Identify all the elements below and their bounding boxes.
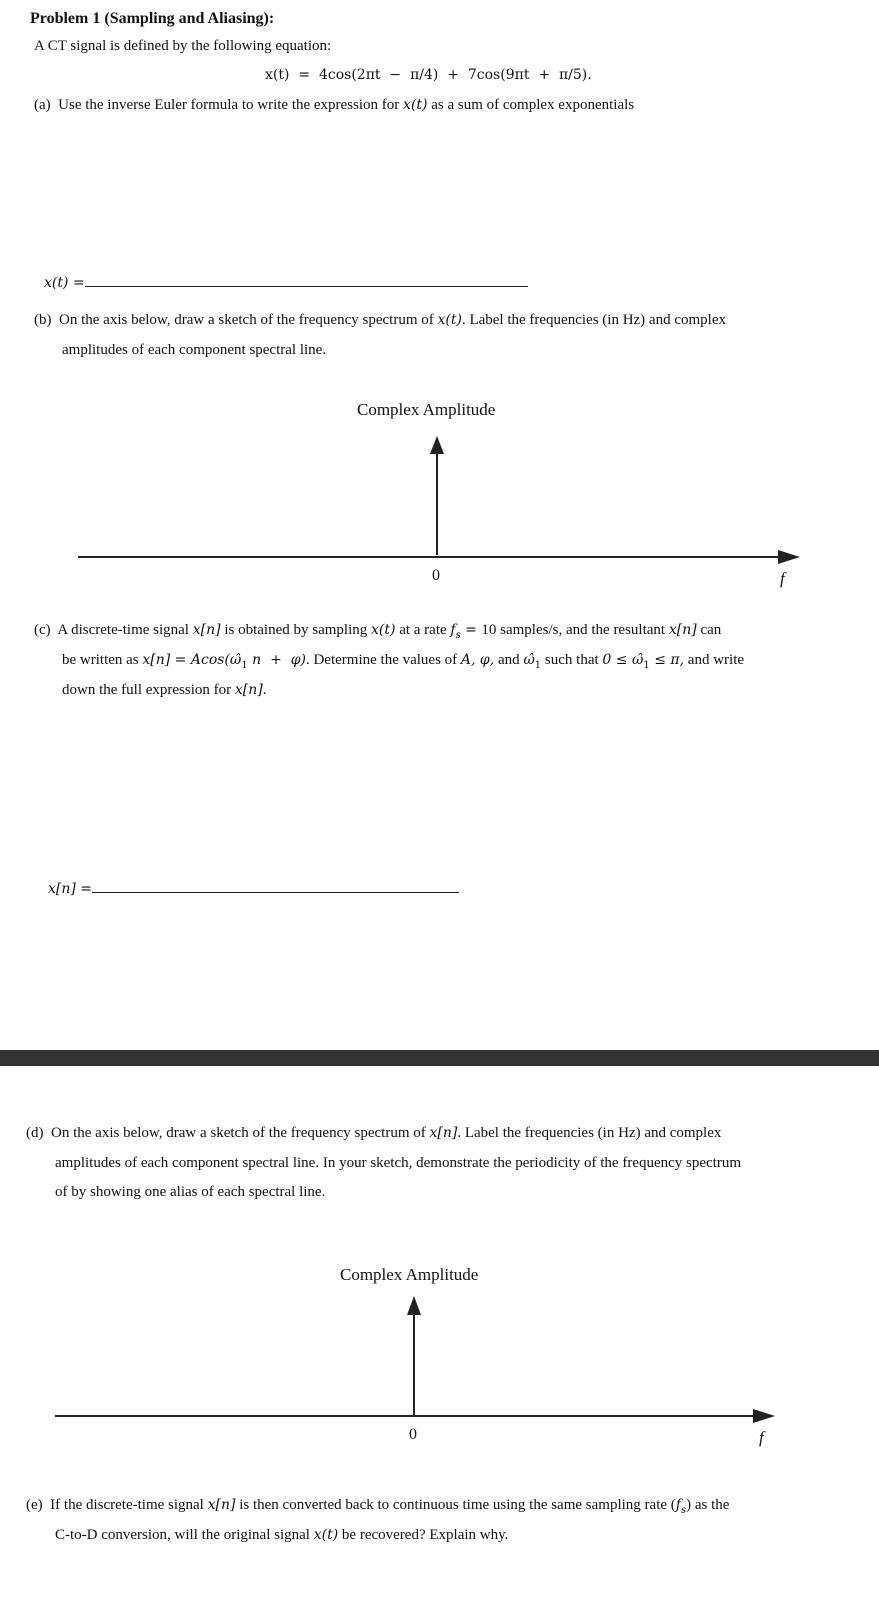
part-c-l1-t4: 10 samples/s, and the resultant [481, 622, 669, 638]
part-c-l1-m3: f [450, 622, 456, 638]
part-e-l2-t2: be recovered? Explain why. [338, 1527, 509, 1543]
spectrum-d-axis-title: Complex Amplitude [340, 1265, 479, 1284]
spectrum-d-origin-label: 0 [409, 1426, 417, 1443]
signal-equation: x(t) = 4cos(2πt − π/4) + 7cos(9πt + π/5). [265, 67, 592, 83]
part-a-answer-label: x(t) = [44, 275, 85, 291]
part-c-l1-t3: at a rate [395, 622, 451, 638]
part-e-prefix: (e) [26, 1497, 43, 1513]
part-e-l1-m2: f [675, 1497, 681, 1513]
spectrum-d-f-label: f [759, 1428, 764, 1447]
part-e-l2-m1: x(t) [313, 1527, 339, 1543]
part-d-prefix: (d) [26, 1125, 44, 1141]
part-c-l1-t5: can [696, 622, 722, 638]
part-c-l1-m4: = [460, 622, 482, 638]
problem-intro: A CT signal is defined by the following equation: [34, 38, 332, 54]
part-b-text-1: On the axis below, draw a sketch of the frequency spectrum of [59, 312, 438, 328]
part-c-l2-t2: . Determine the values of [305, 652, 461, 668]
part-c-l3-t2: . [262, 682, 267, 698]
part-a-prefix: (a) [34, 97, 51, 113]
spectrum-b-f-label: f [780, 569, 785, 588]
part-c-l2-m1: x[n] = [142, 652, 191, 668]
part-c-l2-t4: such that [541, 652, 603, 668]
part-e-question-line2 [55, 1527, 508, 1544]
part-b-math: x(t) [437, 312, 462, 328]
part-e-l2-t1: C-to-D conversion, will the original signal [55, 1527, 314, 1543]
part-c-l3-m1: x[n] [234, 682, 263, 698]
part-e-l1-t2: is then converted back to continuous time using the same sampling rate ( [235, 1497, 676, 1513]
part-c-l2-t3: and [494, 652, 524, 668]
part-d-l1-m1: x[n] [429, 1125, 458, 1141]
part-c-l2-m7: 0 ≤ ω̂ [602, 652, 644, 668]
part-c-l2-m3: cos(ω̂ [200, 652, 242, 668]
part-a-text-1: Use the inverse Euler formula to write the expression for [58, 97, 404, 113]
part-c-l2-sub2: 1 [534, 660, 542, 671]
part-c-l2-sub1: 1 [241, 660, 248, 671]
part-c-l2-m2: A [190, 652, 201, 668]
part-d-question-line3: of by showing one alias of each spectral line. [55, 1184, 326, 1200]
part-c-l1-m1: x[n] [192, 622, 221, 638]
part-c-l1-m2: x(t) [370, 622, 396, 638]
part-b-question-line2: amplitudes of each component spectral line. [62, 342, 327, 358]
part-e-l1-t3: ) as the [686, 1497, 730, 1513]
part-c-l2-m6: ω̂ [523, 652, 535, 668]
part-a-math-1: x(t) [403, 97, 428, 113]
part-c-l1-t2: is obtained by sampling [220, 622, 371, 638]
part-c-l2-m8: ≤ π, [649, 652, 685, 668]
part-c-l2-m4: n + φ) [247, 652, 306, 668]
part-c-l1-sub: s [455, 630, 461, 641]
part-c-l2-m5: A, φ, [460, 652, 495, 668]
part-c-prefix: (c) [34, 622, 51, 638]
part-c-answer-label: x[n] = [48, 881, 93, 897]
part-c-l2-t5: and write [684, 652, 745, 668]
part-c-l2-t1: be written as [62, 652, 143, 668]
part-e-l1-sub: s [680, 1505, 687, 1516]
spectrum-b-axis-title: Complex Amplitude [357, 400, 496, 419]
part-d-l1-t2: . Label the frequencies (in Hz) and complex [457, 1125, 722, 1141]
part-e-question-line1 [26, 1497, 729, 1516]
part-b-prefix: (b) [34, 312, 52, 328]
part-e-l1-m1: x[n] [207, 1497, 236, 1513]
part-e-l1-t1: If the discrete-time signal [50, 1497, 208, 1513]
part-a-text-2: as a sum of complex exponentials [427, 97, 635, 113]
part-c-l1-t1: A discrete-time signal [57, 622, 193, 638]
part-c-l1-m5: x[n] [668, 622, 697, 638]
spectrum-d-horizontal-arrowhead [753, 1409, 775, 1423]
problem-title: Problem 1 (Sampling and Aliasing): [30, 10, 275, 27]
part-b-text-2: . Label the frequencies (in Hz) and complex [461, 312, 726, 328]
part-c-l3-t1: down the full expression for [62, 682, 235, 698]
spectrum-d-vertical-arrowhead [407, 1296, 421, 1315]
part-d-question-line2: amplitudes of each component spectral line. In your sketch, demonstrate the periodicity of the frequency spectrum [55, 1155, 742, 1171]
part-c-l2-sub3: 1 [643, 660, 650, 671]
part-d-l1-t1: On the axis below, draw a sketch of the frequency spectrum of [51, 1125, 430, 1141]
spectrum-b-origin-label: 0 [432, 567, 440, 584]
